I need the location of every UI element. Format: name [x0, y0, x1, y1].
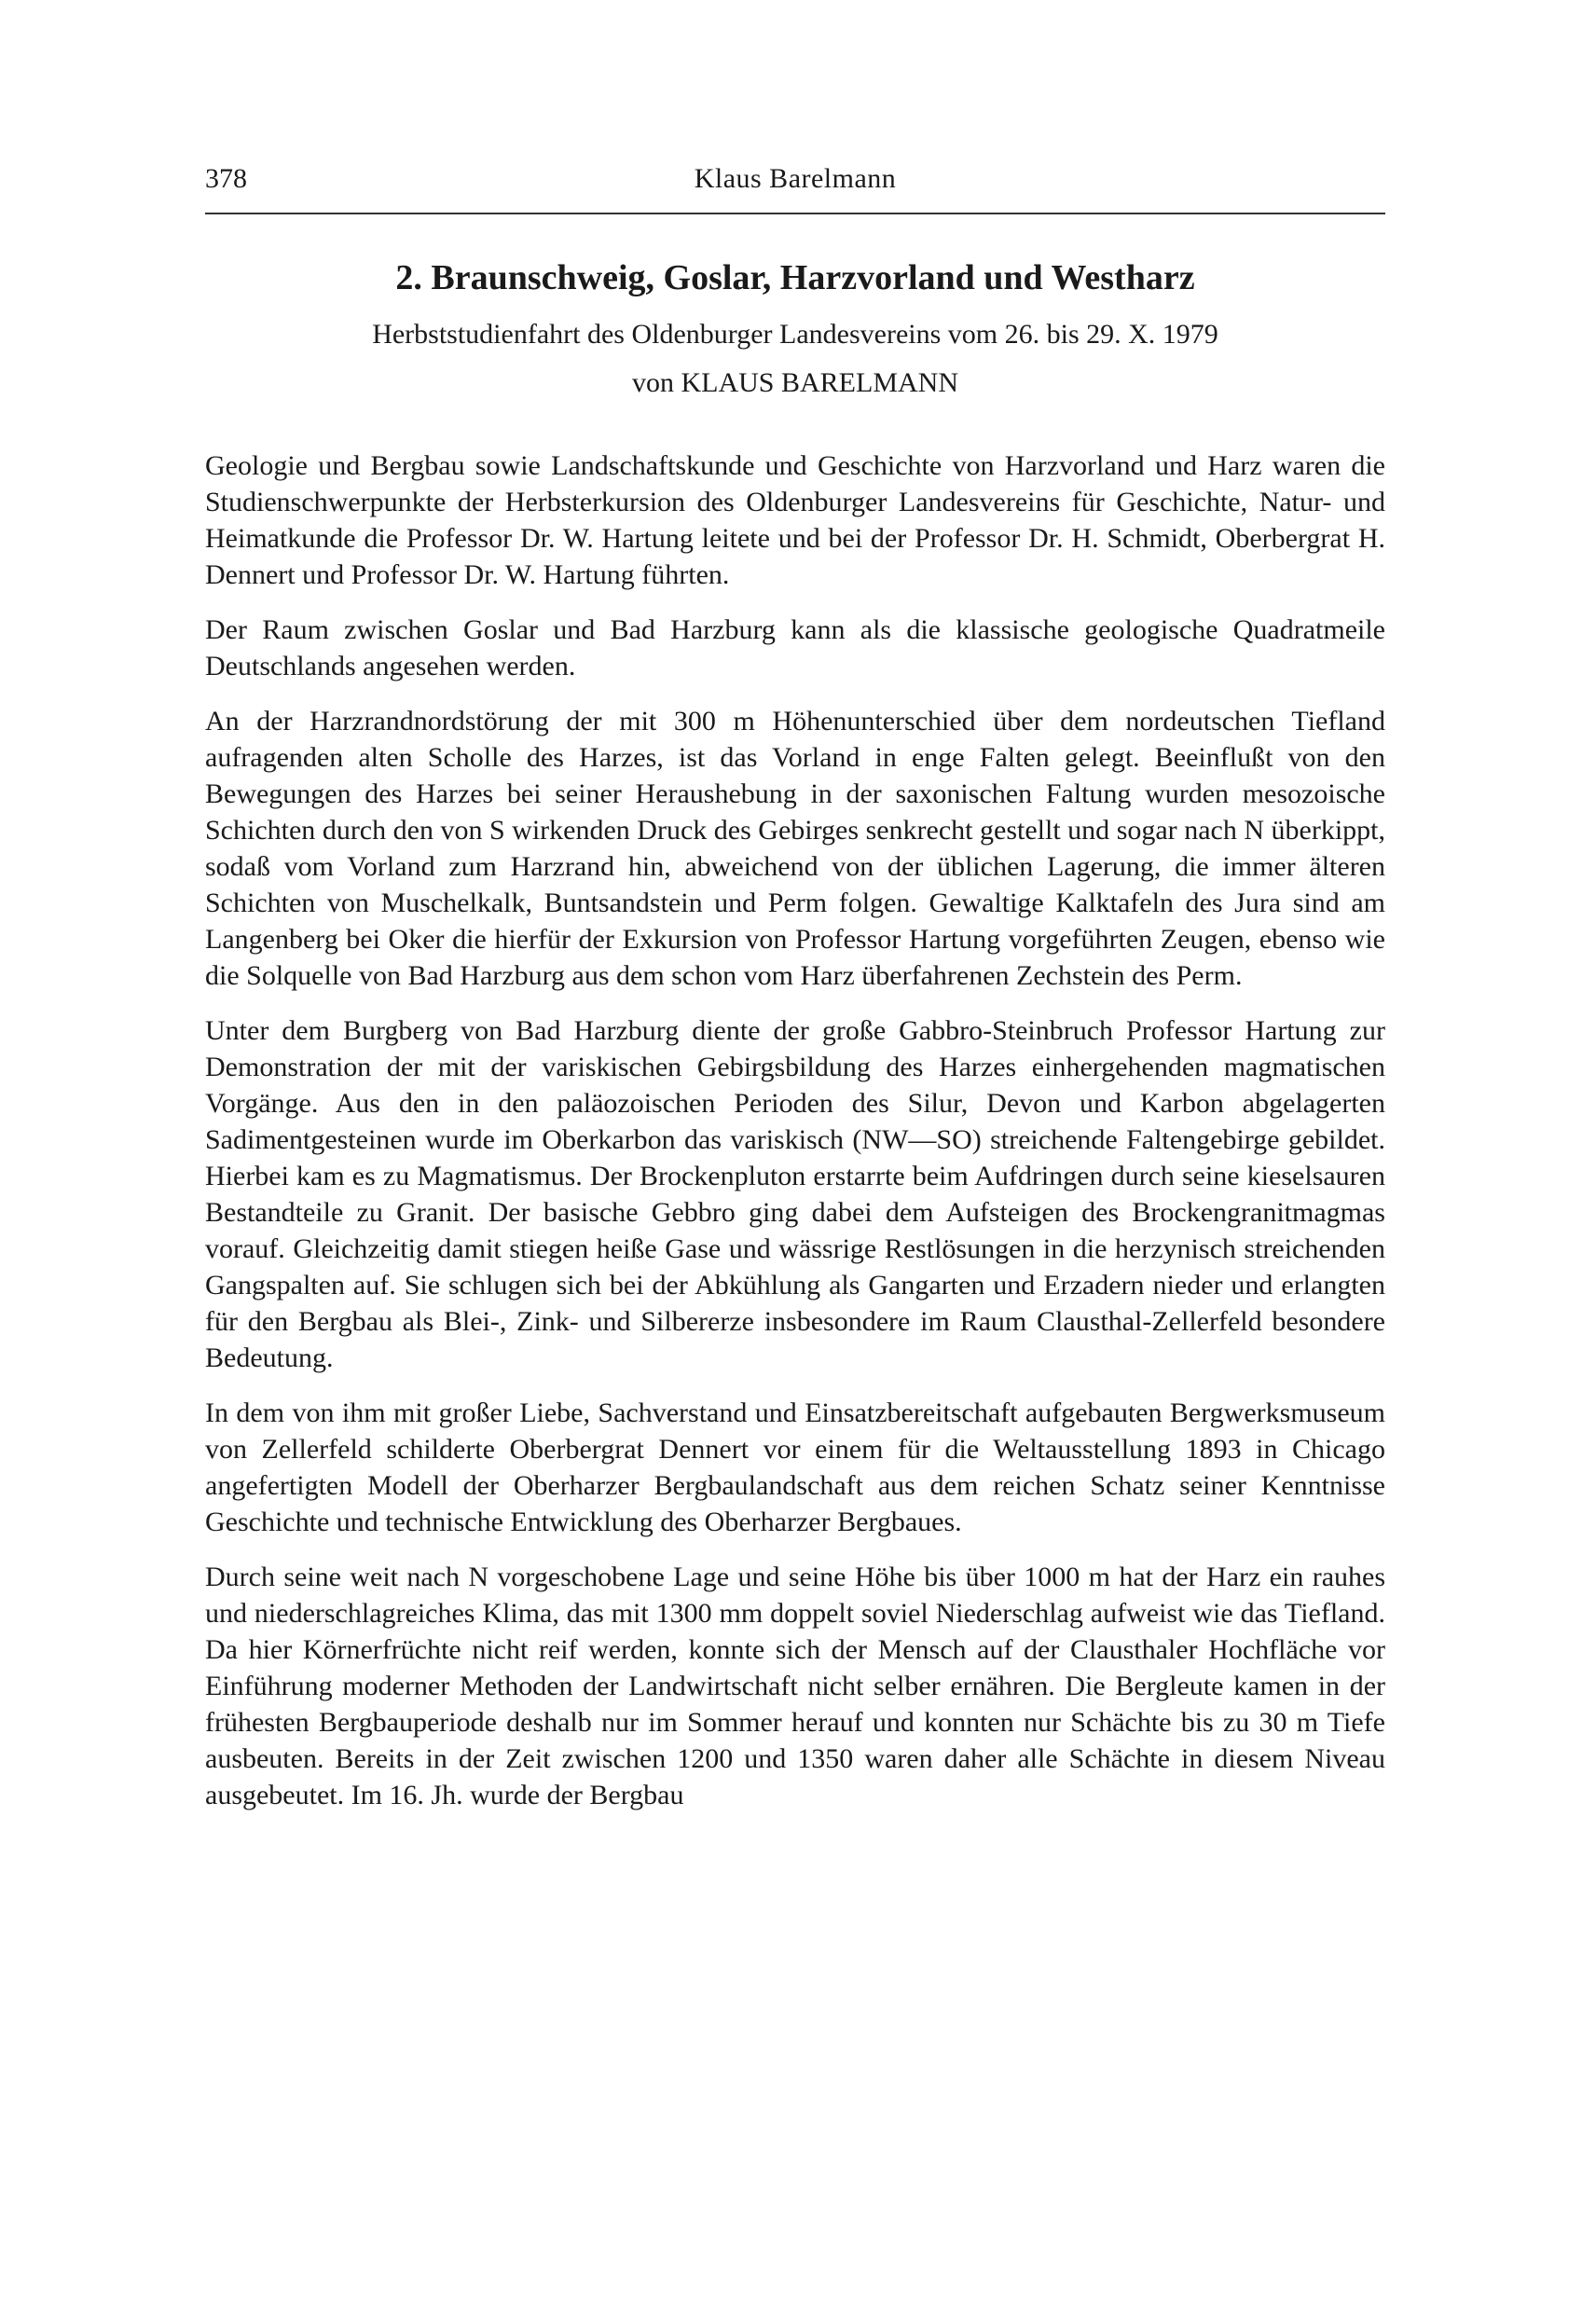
document-page: [205, 158, 1385, 1832]
paragraph: Unter dem Burgberg von Bad Harzburg diente der große Gabbro-Steinbruch Professor Hartung zur Demonstration der mit der variskischen Gebirgsbildung des Harzes einhergehenden magmatischen Vorgänge. Aus den in den paläozoischen Perioden des Silur, Devon und Karbon abgelagerten Sadimentgesteinen wurde im Oberkarbon das variskisch (NW—SO) streichende Faltengebirge gebildet. Hierbei kam es zu Magmatismus. Der Brockenpluton erstarrte beim Aufdringen durch seine kieselsauren Bestandteile zu Granit. Der basische Gebbro ging dabei dem Aufsteigen des Brockengranitmagmas vorauf. Gleichzeitig damit stiegen heiße Gase und wässrige Restlösungen in die herzynisch streichenden Gangspalten auf. Sie schlugen sich bei der Abkühlung als Gangarten und Erzadern nieder und erlangten für den Bergbau als Blei-, Zink- und Silbererze insbesondere im Raum Clausthal-Zellerfeld besondere Bedeutung.: [205, 1015, 1385, 1373]
running-title: Klaus Barelmann: [694, 163, 897, 194]
running-header: [205, 158, 1385, 200]
paragraph: Durch seine weit nach N vorgeschobene Lage und seine Höhe bis über 1000 m hat der Harz ein rauhes und niederschlagreiches Klima, das mit 1300 mm doppelt soviel Niederschlag aufweist wie das Tiefland. Da hier Körnerfrüchte nicht reif werden, konnte sich der Mensch auf der Clausthaler Hochfläche vor Einführung moderner Methoden der Landwirtschaft nicht selber ernähren. Die Bergleute kamen in der frühesten Bergbauperiode deshalb nur im Sommer herauf und konnten nur Schächte bis zu 30 m Tiefe ausbeuten. Bereits in der Zeit zwischen 1200 und 1350 waren daher alle Schächte in diesem Niveau ausgebeutet. Im 16. Jh. wurde der Bergbau: [205, 1562, 1385, 1810]
body-text: [205, 447, 1385, 1813]
paragraph: In dem von ihm mit großer Liebe, Sachverstand und Einsatzbereitschaft aufgebauten Bergwerksmuseum von Zellerfeld schilderte Oberbergrat Dennert vor einem für die Weltausstellung 1893 in Chicago angefertigten Modell der Oberharzer Bergbaulandschaft aus dem reichen Schatz seiner Kenntnisse Geschichte und technische Entwicklung des Oberharzer Bergbaues.: [205, 1397, 1385, 1537]
paragraph: An der Harzrandnordstörung der mit 300 m Höhenunterschied über dem nordeutschen Tiefland aufragenden alten Scholle des Harzes, ist das Vorland in enge Falten gelegt. Beeinflußt von den Bewegungen des Harzes bei seiner Heraushebung in der saxonischen Faltung wurden mesozoische Schichten durch den von S wirkenden Druck des Gebirges senkrecht gestellt und sogar nach N überkippt, sodaß vom Vorland zum Harzrand hin, abweichend von der üblichen Lagerung, die immer älteren Schichten von Muschelkalk, Buntsandstein und Perm folgen. Gewaltige Kalktafeln des Jura sind am Langenberg bei Oker die hierfür der Exkursion von Professor Hartung vorgeführten Zeugen, ebenso wie die Solquelle von Bad Harzburg aus dem schon vom Harz überfahrenen Zechstein des Perm.: [205, 706, 1385, 991]
header-rule: [205, 213, 1385, 214]
page-number: 378: [205, 163, 247, 194]
article-subtitle: Herbststudienfahrt des Oldenburger Landesvereins vom 26. bis 29. X. 1979: [372, 319, 1218, 350]
article-title: 2. Braunschweig, Goslar, Harzvorland und Westharz: [395, 258, 1195, 297]
article-author: von KLAUS BARELMANN: [631, 367, 958, 398]
paragraph: Geologie und Bergbau sowie Landschaftskunde und Geschichte von Harzvorland und Harz waren die Studienschwerpunkte der Herbsterkursion des Oldenburger Landesvereins für Geschichte, Natur- und Heimatkunde die Professor Dr. W. Hartung leitete und bei der Professor Dr. H. Schmidt, Oberbergrat H. Dennert und Professor Dr. W. Hartung führten.: [205, 450, 1385, 590]
paragraph: Der Raum zwischen Goslar und Bad Harzburg kann als die klassische geologische Quadratmeile Deutschlands angesehen werden.: [205, 614, 1385, 681]
